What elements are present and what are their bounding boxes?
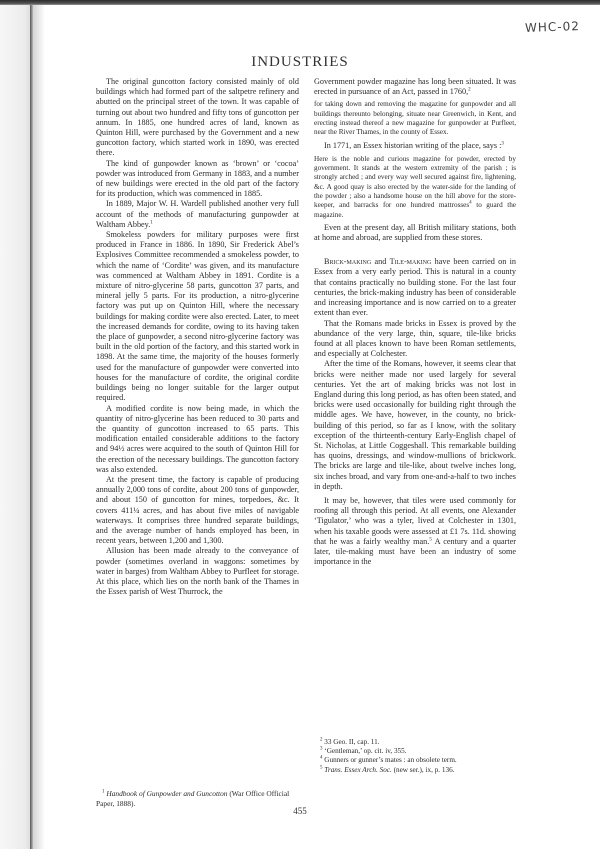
paragraph: Even at the present day, all British military stations, both at home and abroad, are supplied from these stores.: [314, 222, 516, 243]
paragraph: The kind of gunpowder known as ‘brown’ or ‘cocoa’ powder was introduced from Germany in 1883, and a number of new buildings were erected in the old part of the factory for its production, which was commenced in 1885.: [96, 158, 299, 199]
footnote-ref[interactable]: 5: [429, 537, 432, 543]
section-heading-tile: Tile-making: [389, 257, 432, 267]
footnotes-right: [314, 738, 516, 775]
footnote: $^2$ 33 Geo. II, cap. 11.: [320, 737, 380, 746]
paragraph: The original guncotton factory consisted mainly of old buildings which had formed part of the saltpetre refinery and abutted on the principal street of the town. It was capable of turning out about two hundred and fifty tons of guncotton per annum. In 1885, one hundred acres of land, known as Quinton Hill, were purchased by the Government and a new guncotton factory, which started work in 1890, was erected there.: [96, 77, 299, 158]
paragraph: In 1771, an Essex historian writing of the place, says :$^3$: [324, 140, 504, 150]
paragraph: Government powder magazine has long been situated. It was erected in pursuance of an Act, passed in 1760,$^2$: [314, 77, 516, 97]
handwritten-annotation: WHC-02: [524, 19, 581, 35]
paragraph: In 1889, Major W. H. Wardell published another very full account of the methods of manufacturing gunpowder at Waltham Abbey.$^1$: [96, 199, 299, 229]
footnote-ref[interactable]: 3: [501, 140, 504, 146]
block-quote: Here is the noble and curious magazine for powder, erected by government. It stands at the western extremity of the parish ; is strongly arched ; and every way well secured against fire, lightening, &c. A good quay is also erected by the water-side for the landing of the powder ; also a handsome house on the hill above for the store-keeper, and barracks for one hundred mattrosses$^4$ to guard the magazine.: [314, 154, 516, 219]
scan-top-edge: [0, 0, 600, 5]
footnote: $^1$ Handbook of Gunpowder and Guncotton (War Office Official Paper, 1888).: [96, 789, 290, 808]
paragraph: That the Romans made bricks in Essex is proved by the abundance of the very large, thin, square, tile-like bricks found at all places known to have been Roman settlements, and especially at Colchester.: [314, 318, 516, 359]
footnote-ref[interactable]: 1: [150, 220, 153, 226]
facing-page-edge: [0, 5, 31, 849]
block-quote: for taking down and removing the magazine for gunpowder and all buildings thereunto belonging, situate near Greenwich, in Kent, and erecting instead thereof a new magazine for gunpowder at Purfleet, near the River Thames, in the county of Essex.: [314, 100, 516, 137]
paragraph: Smokeless powders for military purposes were first produced in France in 1886. In 1890, Sir Frederick Abel’s Explosives Committee recommended a smokeless powder, to which the name of ‘Cordite’ was given, and its manufacture was commenced at Waltham Abbey in 1891. Cordite is a mixture of nitro-glycerine 58 parts, guncotton 37 parts, and mineral jelly 5 parts. For its production, a nitro-glycerine factory was put up on Quinton Hill, where the necessary buildings for making cordite were also erected. Later, to meet the increased demands for cordite, owing to its having taken the place of gunpowder, a second nitro-glycerine factory was built in the old portion of the factory, and this started work in 1898. At the same time, the majority of the houses formerly used for the manufacture of gunpowder were converted into houses for the manufacture of cordite, the original cordite buildings being no longer suitable for the larger output required.: [96, 230, 299, 403]
left-column: [96, 77, 299, 597]
footnote: $^5$ Trans. Essex Arch. Soc. (new ser.), ix, p. 136.: [320, 765, 455, 774]
section-paragraph: Brick-making and Tile-making have been carried on in Essex from a very early period. This is natural in a county that contains practically no building stone. For the last four centuries, the brick-making industry has been of considerable and increasing importance and is now carried on to a greater extent than ever.: [314, 257, 516, 318]
footnote-ref[interactable]: 2: [468, 87, 471, 93]
right-column: [314, 77, 516, 567]
page-title: INDUSTRIES: [251, 54, 349, 70]
footnote-ref[interactable]: 4: [469, 200, 472, 206]
page-number: 455: [293, 806, 307, 816]
paragraph: After the time of the Romans, however, it seems clear that bricks were neither made nor used largely for several centuries. Yet the art of making bricks was not lost in England during this long period, as has often been stated, and bricks were used occasionally for building right through the middle ages. We have, however, in the county, no brick-building of this period, so far as I know, with the solitary exception of the thirteenth-century Early-English chapel of St. Nicholas, at Little Coggeshall. This remarkable building has quoins, dressings, and window-mullions of brickwork. The bricks are large and tile-like, about twelve inches long, six inches broad, and vary from one-and-a-half to two inches in depth.: [314, 359, 516, 491]
section-heading-brick: Brick-making: [324, 257, 372, 267]
paragraph: Allusion has been made already to the conveyance of powder (sometimes overland in waggons: sometimes by water in barges) from Waltham Abbey to Purfleet for storage. At this place, which lies on the north bank of the Thames in the Essex parish of West Thurrock, the: [96, 546, 299, 597]
paragraph: At the present time, the factory is capable of producing annually 2,000 tons of cordite, about 200 tons of gunpowder, and about 150 of guncotton for mines, torpedoes, &c. It covers 411¼ acres, and has about five miles of navigable waterways. It comprises three hundred separate buildings, and the average number of hands employed has been, in recent years, between 1,200 and 1,300.: [96, 474, 299, 546]
paragraph: A modified cordite is now being made, in which the quantity of nitro-glycerine has been reduced to 30 parts and the quantity of guncotton increased to 65 parts. This modification entailed considerable additions to the factory and 94½ acres were acquired to the south of Quinton Hill for the erection of the necessary buildings. The guncotton factory was also extended.: [96, 403, 299, 474]
footnote: $^4$ Gunners or gunner’s mates : an obsolete term.: [320, 756, 457, 765]
paragraph: It may be, however, that tiles were used commonly for roofing all through this period. At all events, one Alexander ‘Tigulator,’ who was a tyler, lived at Colchester in 1301, when his taxable goods were assessed at £1 7s. 11d. showing that he was a fairly wealthy man.$^5$ A century and a quarter later, tile-making must have been an industry of some importance in the: [314, 495, 516, 567]
footnote: $^3$ ‘Gentleman,’ op. cit. iv, 355.: [320, 746, 407, 756]
gutter-shadow: [33, 5, 45, 849]
